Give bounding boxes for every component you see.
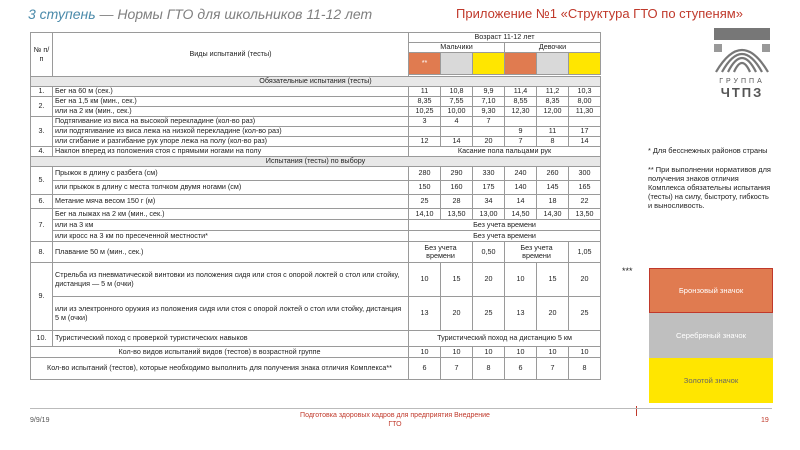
footnote-snowless: * Для бесснежных районов страны [648, 146, 768, 155]
row-number: 8. [31, 242, 53, 263]
value-cell: 14 [569, 137, 601, 147]
value-cell: 7 [505, 137, 537, 147]
test-name: Бег на 60 м (сек.) [53, 87, 409, 97]
value-cell: 8,35 [409, 97, 441, 107]
value-cell: 20 [473, 263, 505, 297]
value-cell: 260 [537, 167, 569, 181]
value-cell: 10,25 [409, 107, 441, 117]
value-cell: 290 [441, 167, 473, 181]
value-cell: 8,35 [537, 97, 569, 107]
value-cell: 150 [409, 181, 441, 195]
value-cell: 13 [505, 297, 537, 331]
value-cell: 165 [569, 181, 601, 195]
table-row [31, 117, 601, 127]
value-cell: 240 [505, 167, 537, 181]
table-row [31, 358, 601, 380]
value-cell: 11 [537, 127, 569, 137]
table-row [31, 231, 601, 242]
value-cell: 1,05 [569, 242, 601, 263]
row-number: 5. [31, 167, 53, 195]
table-row [31, 331, 601, 347]
value-cell: 7,55 [441, 97, 473, 107]
row-number: 4. [31, 147, 53, 157]
value-cell: 8 [537, 137, 569, 147]
table-row [31, 147, 601, 157]
value-cell: 20 [537, 297, 569, 331]
value-cell: 11,2 [537, 87, 569, 97]
bronze-badge-legend: Бронзовый значок [649, 268, 773, 313]
table-row [31, 347, 601, 358]
value-cell [441, 127, 473, 137]
section-choice: Испытания (тесты) по выбору [31, 157, 601, 167]
value-cell: 20 [473, 137, 505, 147]
test-name: Кол-во испытаний (тестов), которые необходимо выполнить для получения знака отличия Комплекса** [31, 358, 409, 380]
value-cell: 8 [473, 358, 505, 380]
value-cell: 34 [473, 195, 505, 209]
row-number: 6. [31, 195, 53, 209]
header-tests: Виды испытаний (тесты) [53, 33, 409, 77]
value-cell: 10 [505, 347, 537, 358]
boys-gold-cell [473, 53, 505, 75]
table-row [31, 297, 601, 331]
row-number: 2. [31, 97, 53, 117]
logo-emblem-icon [712, 26, 772, 76]
header-age: Возраст 11-12 лет [409, 33, 601, 43]
table-row [31, 137, 601, 147]
gto-norms-table [30, 32, 601, 380]
table-row [31, 195, 601, 209]
logo-top-text: ГРУППА [719, 78, 765, 85]
row-number: 7. [31, 209, 53, 242]
company-logo [712, 26, 772, 100]
test-name: или на 2 км (мин., сек.) [53, 107, 409, 117]
girls-bronze-cell [505, 53, 537, 75]
value-cell: 17 [569, 127, 601, 137]
value-cell: 10 [473, 347, 505, 358]
value-cell: 14,10 [409, 209, 441, 220]
value-cell: 7,10 [473, 97, 505, 107]
value-cell: 14 [505, 195, 537, 209]
logo-bottom-text: ЧТПЗ [720, 85, 764, 100]
value-cell: 14,50 [505, 209, 537, 220]
silver-badge-legend: Серебряный значок [649, 313, 773, 358]
header-girls: Девочки [505, 43, 601, 53]
table-row [31, 209, 601, 220]
value-cell: 20 [441, 297, 473, 331]
boys-silver-cell [441, 53, 473, 75]
value-cell: 0,50 [473, 242, 505, 263]
section-mandatory: Обязательные испытания (тесты) [31, 77, 601, 87]
value-cell: 11,4 [505, 87, 537, 97]
value-cell: 28 [441, 195, 473, 209]
value-cell: 145 [537, 181, 569, 195]
value-cell: 11,30 [569, 107, 601, 117]
value-cell: 14,30 [537, 209, 569, 220]
test-name: Прыжок в длину с разбега (см) [53, 167, 409, 181]
value-cell: 8,00 [569, 97, 601, 107]
value-cell: 25 [473, 297, 505, 331]
value-cell: 13 [409, 297, 441, 331]
value-cell: 280 [409, 167, 441, 181]
gold-badge-legend: Золотой значок [649, 358, 773, 403]
value-cell: 14 [441, 137, 473, 147]
value-cell: 20 [569, 263, 601, 297]
value-cell: 160 [441, 181, 473, 195]
test-name: Стрельба из пневматической винтовки из положения сидя или стоя с опорой локтей о стол или стойку, дистанция — 5 м (очки) [53, 263, 409, 297]
value-cell: Туристический поход на дистанцию 5 км [409, 331, 601, 347]
test-name: или подтягивание из виса лежа на низкой перекладине (кол-во раз) [53, 127, 409, 137]
footnote-required: ** При выполнении нормативов для получения знаков отличия Комплекса обязательны испытания (тесты) на силу, быстроту, гибкость и выносливость. [648, 165, 771, 210]
value-cell: 13,00 [473, 209, 505, 220]
value-cell: 10 [441, 347, 473, 358]
value-cell: 10 [505, 263, 537, 297]
row-number: 1. [31, 87, 53, 97]
value-cell: 10,8 [441, 87, 473, 97]
title-step: 3 ступень [28, 6, 96, 22]
table-row [31, 127, 601, 137]
test-name: или сгибание и разгибание рук упоре лежа на полу (кол-во раз) [53, 137, 409, 147]
value-cell: 10 [537, 347, 569, 358]
value-cell: 6 [409, 358, 441, 380]
value-cell: 3 [409, 117, 441, 127]
test-name: Плавание 50 м (мин., сек.) [53, 242, 409, 263]
value-cell: 10,3 [569, 87, 601, 97]
value-cell [505, 117, 537, 127]
value-cell: 11 [409, 87, 441, 97]
value-cell: 9,9 [473, 87, 505, 97]
test-name: Кол-во видов испытаний видов (тестов) в возрастной группе [31, 347, 409, 358]
test-name: или прыжок в длину с места толчком двумя ногами (см) [53, 181, 409, 195]
value-cell: 15 [441, 263, 473, 297]
value-cell: 7 [473, 117, 505, 127]
value-cell: 10,00 [441, 107, 473, 117]
value-cell: 25 [569, 297, 601, 331]
test-name: Метание мяча весом 150 г (м) [53, 195, 409, 209]
slide-title [28, 6, 372, 22]
value-cell: Без учета времени [409, 231, 601, 242]
value-cell: 18 [537, 195, 569, 209]
page-number: 19 [761, 417, 769, 424]
test-name: или из электронного оружия из положения сидя или стоя с опорой локтей о стол или стойку, дистанция 5 м (очки) [53, 297, 409, 331]
value-cell: 8 [569, 358, 601, 380]
triple-star-mark: *** [622, 266, 633, 276]
value-cell: Без учета времени [409, 220, 601, 231]
row-number: 10. [31, 331, 53, 347]
value-cell: 9 [505, 127, 537, 137]
value-cell: 12,30 [505, 107, 537, 117]
test-name: или кросс на 3 км по пресеченной местности* [53, 231, 409, 242]
value-cell [569, 117, 601, 127]
value-cell: 10 [409, 347, 441, 358]
value-cell [409, 127, 441, 137]
value-cell: 7 [441, 358, 473, 380]
value-cell: 330 [473, 167, 505, 181]
test-name: Туристический поход с проверкой туристических навыков [53, 331, 409, 347]
value-cell: 6 [505, 358, 537, 380]
value-cell: 10 [569, 347, 601, 358]
value-cell [537, 117, 569, 127]
test-name: Наклон вперед из положения стоя с прямыми ногами на полу [53, 147, 409, 157]
table-row [31, 167, 601, 181]
value-cell: Без учета времени [505, 242, 569, 263]
value-cell: 175 [473, 181, 505, 195]
boys-bronze-cell: ** [409, 53, 441, 75]
title-rest: — Нормы ГТО для школьников 11-12 лет [95, 6, 373, 22]
value-cell: 13,50 [569, 209, 601, 220]
footnotes [648, 146, 772, 220]
table-row [31, 107, 601, 117]
girls-silver-cell [537, 53, 569, 75]
header-boys: Мальчики [409, 43, 505, 53]
value-cell: 9,30 [473, 107, 505, 117]
table-row [31, 97, 601, 107]
value-cell: 15 [537, 263, 569, 297]
table-row [31, 263, 601, 297]
girls-gold-cell [569, 53, 601, 75]
value-cell: 7 [537, 358, 569, 380]
footer-text: Подготовка здоровых кадров для предприятия Внедрение ГТО [300, 412, 490, 428]
value-cell: 25 [409, 195, 441, 209]
value-cell: 300 [569, 167, 601, 181]
table-row [31, 220, 601, 231]
value-cell: 10 [409, 263, 441, 297]
value-cell: 4 [441, 117, 473, 127]
value-cell: 140 [505, 181, 537, 195]
value-cell: Касание пола пальцами рук [409, 147, 601, 157]
table-row [31, 87, 601, 97]
test-name: или на 3 км [53, 220, 409, 231]
value-cell [473, 127, 505, 137]
table-row [31, 181, 601, 195]
value-cell: 12 [409, 137, 441, 147]
appendix-title: Приложение №1 «Структура ГТО по ступеням» [456, 6, 743, 21]
value-cell: 13,50 [441, 209, 473, 220]
test-name: Подтягивание из виса на высокой перекладине (кол-во раз) [53, 117, 409, 127]
footer-date: 9/9/19 [30, 417, 50, 424]
test-name: Бег на 1,5 км (мин., сек.) [53, 97, 409, 107]
table-row [31, 242, 601, 263]
value-cell: Без учета времени [409, 242, 473, 263]
value-cell: 12,00 [537, 107, 569, 117]
row-number: 9. [31, 263, 53, 331]
header-num: № п/п [31, 33, 53, 77]
footer-divider [30, 408, 772, 409]
value-cell: 22 [569, 195, 601, 209]
row-number: 3. [31, 117, 53, 147]
value-cell: 8,55 [505, 97, 537, 107]
test-name: Бег на лыжах на 2 км (мин., сек.) [53, 209, 409, 220]
